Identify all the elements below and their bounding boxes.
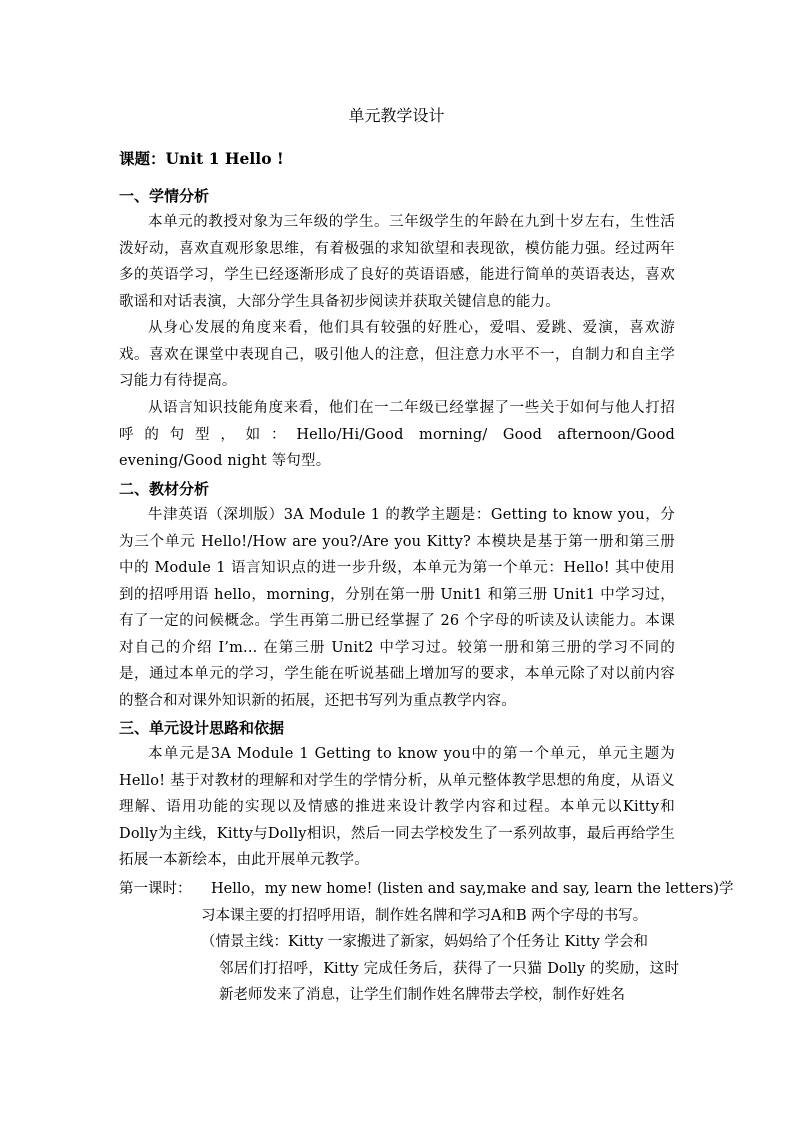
document-title: 单元教学设计 [348, 106, 445, 125]
section-heading-textbook-analysis: 二、教材分析 [119, 480, 210, 498]
lesson-1-scenario-first-line: （情景主线：Kitty 一家搬进了新家，妈妈给了个任务让 Kitty 学会和 [201, 934, 648, 950]
paragraph: 从语言知识技能角度来看，他们在一二年级已经掌握了一些关于如何与他人打招呼的句型，如：Hello/Hi/Good morning/ Good afternoon/Good evening/Good night 等句型。 [119, 400, 675, 469]
lesson-1-label: 第一课时： [119, 881, 192, 897]
lesson-1-description: 习本课主要的打招呼用语，制作姓名牌和学习A和B 两个字母的书写。 [201, 907, 648, 924]
section-heading-learner-analysis: 一、学情分析 [119, 187, 210, 205]
paragraph: 本单元是3A Module 1 Getting to know you中的第一个单元，单元主题为Hello! 基于对教材的理解和对学生的学情分析，从单元整体教学思想的角度，从语义理解、语用功能的实现以及情感的推进来设计教学内容和过程。本单元以Kitty和Dolly为主线，Kitty与Dolly相识，然后一同去学校发生了一系列故事，最后再给学生拓展一本新绘本，由此开展单元教学。 [119, 746, 675, 868]
lesson-1-scenario-continuation: 邻居们打招呼，Kitty 完成任务后，获得了一只猫 Dolly 的奖励，这时新老师发来了消息，让学生们制作姓名牌带去学校，制作好姓名 [219, 960, 679, 1003]
paragraph: 牛津英语（深圳版）3A Module 1 的教学主题是：Getting to know you，分为三个单元 Hello!/How are you?/Are you Kitty? 本模块是基于第一册和第三册中的 Module 1 语言知识点的进一步升级，本单元为第一个单元：Hello! 其中使用到的招呼用语 hello，morning，分别在第一册 Unit1 和第三册 Unit1 中学习过，有了一定的问候概念。学生再第二册已经掌握了 26 个字母的听读及认读能力。本课对自己的介绍 I’m... 在第三册 Unit2 中学习过。较第一册和第三册的学习不同的是，通过本单元的学习，学生能在听说基础上增加写的要求，本单元除了对以前内容的整合和对课外知识新的拓展，还把书写列为重点教学内容。 [119, 507, 675, 709]
lesson-1-scenario [201, 929, 679, 1009]
section-heading-design-rationale: 三、单元设计思路和依据 [119, 719, 285, 737]
paragraph: 从身心发展的角度来看，他们具有较强的好胜心，爱唱、爱跳、爱演，喜欢游戏。喜欢在课堂中表现自己，吸引他人的注意，但注意力水平不一，自制力和自主学习能力有待提高。 [119, 320, 675, 389]
lesson-title: 课题：Unit 1 Hello ! [119, 149, 284, 168]
lesson-1-topic: Hello，my new home! (listen and say,make and say, learn the letters)学 [211, 881, 734, 897]
paragraph: 本单元的教授对象为三年级的学生。三年级学生的年龄在九到十岁左右，生性活泼好动，喜欢直观形象思维，有着极强的求知欲望和表现欲，模仿能力强。经过两年多的英语学习，学生已经逐渐形成了良好的英语语感，能进行简单的英语表达，喜欢歌谣和对话表演，大部分学生具备初步阅读并获取关键信息的能力。 [119, 214, 675, 310]
